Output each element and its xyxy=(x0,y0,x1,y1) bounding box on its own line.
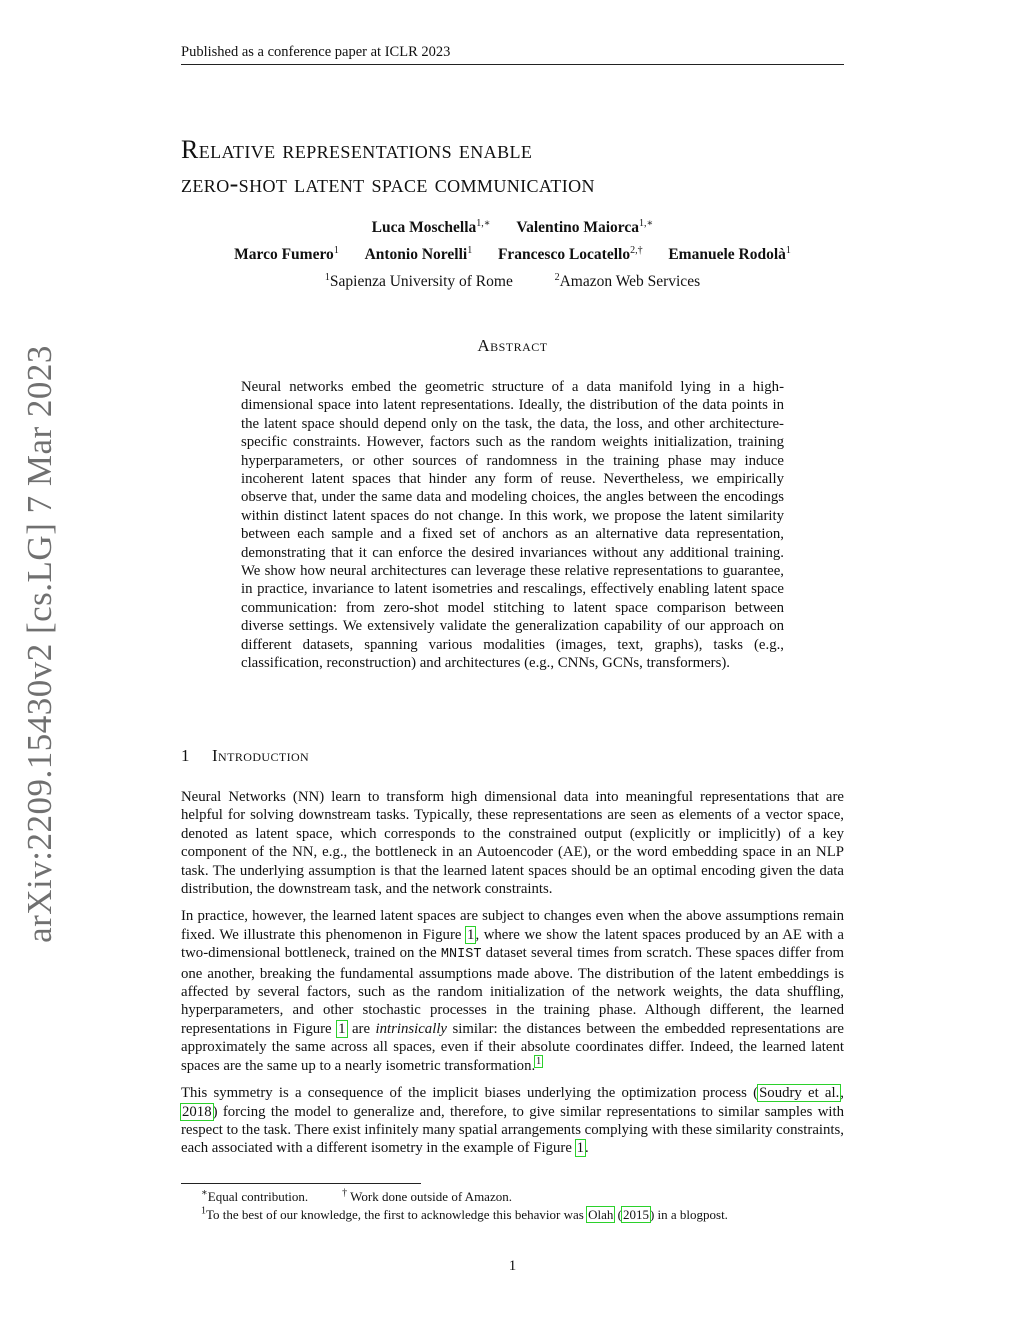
paragraph-3 xyxy=(181,1084,844,1158)
footnote-1 xyxy=(181,1206,844,1224)
emphasis: intrinsically xyxy=(375,1020,447,1037)
citation-soudry-year-link[interactable]: 2018 xyxy=(182,1103,212,1120)
figure-1-link[interactable]: 1 xyxy=(467,926,475,943)
text-run: This symmetry is a consequence of the implicit biases underlying the optimization process ( xyxy=(181,1085,759,1102)
footnote-text: To the best of our knowledge, the first to acknowledge this behavior was xyxy=(206,1207,588,1222)
text-run: similar: the distances between the embedded representations are approximately the same across all spaces, even if their absolute coordinates differ. Indeed, the learned latent spaces are the same up to a nearly isometric transformation. xyxy=(181,1020,844,1074)
footnote-1-link[interactable]: 1 xyxy=(536,1055,542,1067)
page-number: 1 xyxy=(508,1258,517,1274)
affiliation-mark: 1 xyxy=(324,271,330,283)
text-run: dataset several times from scratch. These spaces differ from one another, breaking the fundamental assumptions made above. The distribution of the latent embeddings is affected by several factors, such as the random initialization of the network weights, the data shuffling, hyperparameters, and other stochastic processes in the training phase. Although different, the learned representations in Figure xyxy=(181,945,844,1037)
author-name: Valentino Maiorca xyxy=(516,219,640,236)
author-name: Luca Moschella xyxy=(371,219,477,236)
paragraph-2 xyxy=(181,907,844,1075)
footnote-contribution xyxy=(181,1188,844,1206)
author-affil-mark: 2,† xyxy=(630,244,643,256)
affiliation-row xyxy=(181,268,844,295)
text-run: ) forcing the model to generalize and, therefore, to give similar representations to similar samples with respect to the task. There exist infinitely many spatial arrangements complying with these similarity constraints, each associated with a different isometry in the example of Figure xyxy=(181,1103,844,1157)
section-heading-introduction xyxy=(181,746,844,766)
footnote-mark: 1 xyxy=(201,1205,206,1217)
author-affil-mark: 1,∗ xyxy=(476,217,491,229)
author-name: Francesco Locatello xyxy=(497,246,631,263)
author-affil-mark: 1 xyxy=(333,244,339,256)
author-block xyxy=(181,214,844,295)
section-number: 1 xyxy=(181,746,190,765)
abstract-heading: Abstract xyxy=(477,336,548,355)
title-line-1: Relative representations enable xyxy=(181,135,533,164)
text-run: . xyxy=(585,1140,589,1157)
footnote-text: ( xyxy=(614,1207,622,1222)
paper-title xyxy=(181,133,844,201)
author-name: Antonio Norelli xyxy=(364,246,468,263)
footnotes xyxy=(181,1188,844,1224)
dataset-name: MNIST xyxy=(440,947,482,963)
affiliation-name: Amazon Web Services xyxy=(559,273,701,290)
text-run: , where we show the latent spaces produced by an AE with a two-dimensional bottleneck, trained on the xyxy=(181,926,844,962)
footnote-divider xyxy=(181,1183,421,1184)
footnote-mark: ∗ xyxy=(201,1187,208,1199)
arxiv-identifier xyxy=(10,344,70,943)
author-name: Marco Fumero xyxy=(234,246,334,263)
arxiv-identifier-text: arXiv:2209.15430v2 [cs.LG] 7 Mar 2023 xyxy=(20,344,60,943)
introduction-body xyxy=(181,788,844,1167)
title-line-2: zero-shot latent space communication xyxy=(181,169,595,198)
footnote-text: ) in a blogpost. xyxy=(649,1207,728,1222)
running-header: Published as a conference paper at ICLR 2023 xyxy=(181,44,844,65)
citation-olah-year-link[interactable]: 2015 xyxy=(622,1207,649,1222)
citation-soudry-link[interactable]: Soudry et al. xyxy=(759,1085,840,1102)
author-affil-mark: 1 xyxy=(785,244,791,256)
footnote-text: Work done outside of Amazon. xyxy=(347,1189,512,1204)
author-row-1 xyxy=(181,214,844,241)
abstract-text: Neural networks embed the geometric structure of a data manifold lying in a high-dimensional space into latent representations. Ideally, the distribution of the data points in the latent space should depend only on the task, the data, the loss, and other architecture-specific constraints. However, factors such as the random weights initialization, training hyperparameters, or other sources of randomness in the training phase may induce incoherent latent spaces that hinder any form of reuse. Nevertheless, we empirically observe that, under the same data and modeling choices, the angles between the encodings within distinct latent spaces do not change. In this work, we propose the latent similarity between each sample and a fixed set of anchors as an alternative data representation, demonstrating that it can enforce the desired invariances without any additional training. We show how neural architectures can leverage these relative representations to guarantee, in practice, invariance to latent isometries and rescalings, effectively enabling latent space communication: from zero-shot model stitching to latent space comparison between diverse settings. We extensively validate the generalization capability of our approach on different datasets, spanning various modalities (images, text, graphs), tasks (e.g., classification, reconstruction) and architectures (e.g., CNNs, GCNs, transformers). xyxy=(241,379,784,672)
affiliation-name: Sapienza University of Rome xyxy=(329,273,513,290)
figure-1-link[interactable]: 1 xyxy=(576,1140,584,1157)
affiliation-mark: 2 xyxy=(554,271,560,283)
footnote-text: Equal contribution. xyxy=(207,1189,309,1204)
figure-1-link[interactable]: 1 xyxy=(338,1020,346,1037)
citation-olah-link[interactable]: Olah xyxy=(588,1207,614,1222)
text-run: are xyxy=(346,1020,376,1037)
author-name: Emanuele Rodolà xyxy=(668,246,786,263)
author-affil-mark: 1,∗ xyxy=(639,217,654,229)
author-row-2 xyxy=(181,241,844,268)
author-affil-mark: 1 xyxy=(467,244,473,256)
text-run: , xyxy=(840,1085,844,1102)
section-title-text: Introduction xyxy=(212,746,310,765)
text-run: In practice, however, the learned latent spaces are subject to changes even when the above assumptions remain fixed. We illustrate this phenomenon in Figure xyxy=(181,908,844,943)
paragraph-1: Neural Networks (NN) learn to transform high dimensional data into meaningful representations that are helpful for solving downstream tasks. Typically, these representations are seen as elements of a vector space, denoted as latent space, which corresponds to the constrained output (explicitly or implicitly) of a key component of the NN, e.g., the bottleneck in an Autoencoder (AE), or the word embedding space in an NLP task. The underlying assumption is that the learned latent spaces should be an optimal encoding given the data distribution, the downstream task, and the network constraints. xyxy=(181,789,844,898)
footnote-mark: † xyxy=(342,1187,348,1199)
